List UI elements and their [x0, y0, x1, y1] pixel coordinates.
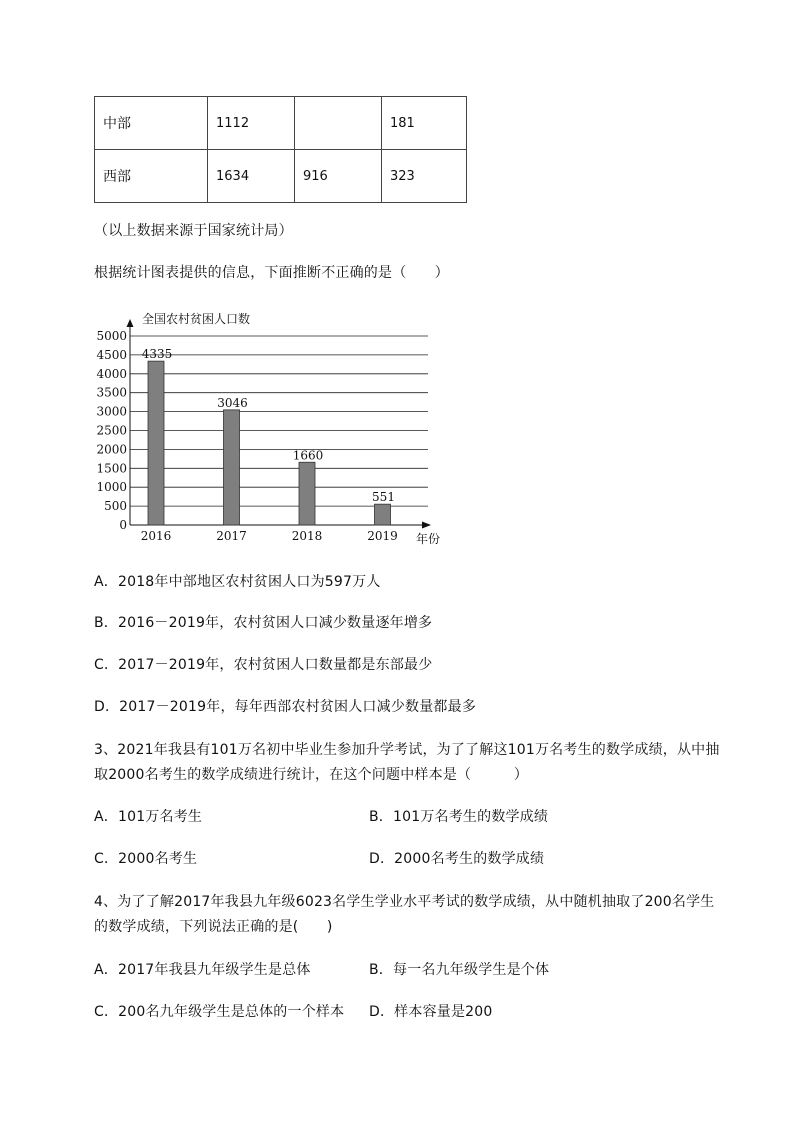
bar: [299, 462, 315, 525]
y-tick-label: 0: [119, 518, 127, 532]
y-tick-label: 1000: [96, 480, 127, 495]
q3-option-c: C．2000名考生: [94, 851, 198, 867]
q3-line1: 3、2021年我县有101万名初中毕业生参加升学考试，为了了解这101万名考生的数学成绩，从中抽: [94, 742, 720, 758]
poverty-bar-chart: [88, 305, 448, 550]
x-tick-label: 2018: [291, 529, 323, 543]
bar: [375, 504, 391, 525]
y-tick-label: 3000: [96, 404, 127, 419]
table-cell: 916: [295, 150, 382, 203]
data-label: 3046: [217, 395, 248, 410]
q3-option-a: A．101万名考生: [94, 809, 203, 825]
y-tick-label: 1500: [96, 461, 127, 476]
q4-option-b: B．每一名九年级学生是个体: [369, 962, 550, 978]
table-cell: 323: [382, 150, 467, 203]
table-row: [95, 97, 467, 150]
q4-option-c: C．200名九年级学生是总体的一个样本: [94, 1004, 345, 1020]
chart-title: 全国农村贫困人口数: [142, 312, 251, 326]
q3-option-b: B．101万名考生的数学成绩: [369, 809, 549, 825]
x-axis-arrow: [422, 522, 431, 529]
q2-option-b: B．2016－2019年，农村贫困人口减少数量逐年增多: [94, 615, 433, 631]
q2-option-a: A．2018年中部地区农村贫困人口为597万人: [94, 574, 381, 590]
table-cell: 1634: [208, 150, 295, 203]
source-note: （以上数据来源于国家统计局）: [94, 223, 293, 239]
q4-line1: 4、为了了解2017年我县九年级6023名学生学业水平考试的数学成绩，从中随机抽取了200名学生: [94, 894, 715, 910]
y-tick-label: 5000: [96, 329, 127, 343]
bar: [224, 410, 240, 525]
x-axis-label: 年份: [416, 532, 441, 546]
bar: [148, 361, 164, 525]
q4-option-d: D．样本容量是200: [369, 1004, 493, 1020]
table-cell: 181: [382, 97, 467, 150]
table-cell: [295, 97, 382, 150]
q3-line2: 取2000名考生的数学成绩进行统计，在这个问题中样本是（ ）: [94, 767, 529, 783]
y-axis-arrow: [127, 319, 134, 327]
question-stem: 根据统计图表提供的信息，下面推断不正确的是（ ）: [94, 265, 449, 281]
x-tick-label: 2019: [367, 529, 398, 543]
y-tick-label: 3500: [96, 385, 127, 400]
q4-option-a: A．2017年我县九年级学生是总体: [94, 962, 311, 978]
x-tick-label: 2017: [216, 529, 247, 543]
y-tick-label: 500: [104, 499, 127, 514]
data-label: 4335: [141, 347, 173, 362]
table-cell: 1112: [208, 97, 295, 150]
region-data-table: [94, 96, 467, 203]
table-row: [95, 150, 467, 203]
y-tick-label: 2000: [96, 442, 127, 457]
q2-option-d: D．2017－2019年，每年西部农村贫困人口减少数量都最多: [94, 699, 477, 715]
q2-option-c: C．2017－2019年，农村贫困人口数量都是东部最少: [94, 657, 433, 673]
q3-option-d: D．2000名考生的数学成绩: [369, 851, 545, 867]
table-cell: 中部: [95, 97, 208, 150]
data-label: 551: [372, 490, 395, 505]
y-tick-label: 4000: [96, 366, 127, 381]
q4-line2: 的数学成绩，下列说法正确的是( ): [94, 919, 333, 935]
y-tick-label: 4500: [96, 347, 127, 362]
data-label: 1660: [292, 448, 324, 463]
table-cell: 西部: [95, 150, 208, 203]
y-tick-label: 2500: [96, 423, 127, 438]
x-tick-label: 2016: [140, 529, 172, 543]
